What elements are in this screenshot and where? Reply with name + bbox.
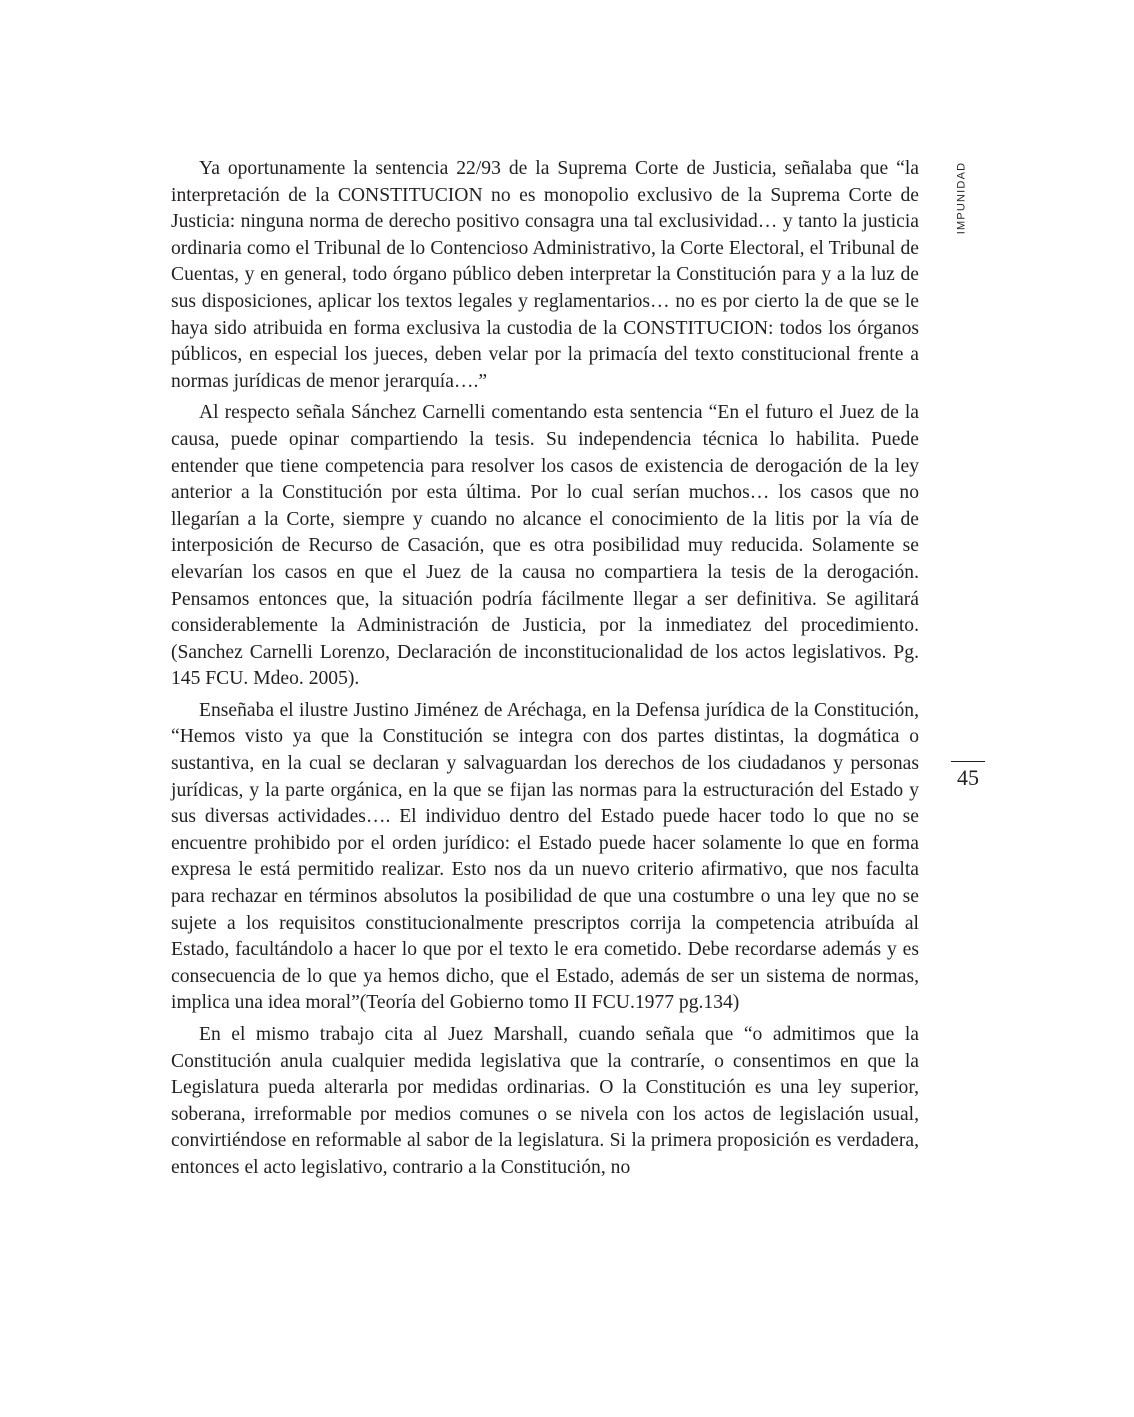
running-head bbox=[948, 158, 974, 238]
page-number: 45 bbox=[957, 765, 979, 790]
page-number-rule bbox=[951, 761, 985, 762]
paragraph-3: Enseñaba el ilustre Justino Jiménez de Aréchaga, en la Defensa jurídica de la Constitución, “Hemos visto ya que la Constitución se integra con dos partes distintas, la dogmática o sustantiva, en la cual se declaran y salvaguardan los derechos de los ciudadanos y personas jurídicas, y la parte orgánica, en la que se fijan las normas para la estructuración del Estado y sus diversas actividades…. El individuo dentro del Estado puede hacer todo lo que no se encuentre prohibido por el orden jurídico: el Estado puede hacer solamente lo que en forma expresa le está permitido realizar. Esto nos da un nuevo criterio afirmativo, que nos faculta para rechazar en términos absolutos la posibilidad de que una costumbre o una ley que no se sujete a los requisitos constitucionalmente prescriptos corrija la competencia atribuída al Estado, facultándolo a hacer lo que por el texto le era cometido. Debe recordarse además y es consecuencia de lo que ya hemos dicho, que el Estado, además de ser un sistema de normas, implica una idea moral”(Teoría del Gobierno tomo II FCU.1977 pg.134) bbox=[171, 699, 919, 1014]
paragraph-2: Al respecto señala Sánchez Carnelli comentando esta sentencia “En el futuro el Juez de la causa, puede opinar compartiendo la tesis. Su independencia técnica lo habilita. Puede entender que tiene competencia para resolver los casos de existencia de derogación de la ley anterior a la Constitución por esta última. Por lo cual serían muchos… los casos que no llegarían a la Corte, siempre y cuando no alcance el conocimiento de la litis por la vía de interposición de Recurso de Casación, que es otra posibilidad muy reducida. Solamente se elevarían los casos en que el Juez de la causa no compartiera la tesis de la derogación. Pensamos entonces que, la situación podría fácilmente llegar a ser definitiva. Se agilitará considerablemente la Administración de Justicia, por la inmediatez del procedimiento.(Sanchez Carnelli Lorenzo, Declaración de inconstitucionalidad de los actos legislativos. Pg. 145 FCU. Mdeo. 2005). bbox=[171, 402, 919, 690]
paragraph-1: Ya oportunamente la sentencia 22/93 de la Suprema Corte de Justicia, señalaba que “la interpretación de la CONSTITUCION no es monopolio exclusivo de la Suprema Corte de Justicia: ninguna norma de derecho positivo consagra una tal exclusividad… y tanto la justicia ordinaria como el Tribunal de lo Contencioso Administrativo, la Corte Electoral, el Tribunal de Cuentas, y en general, todo órgano público deben interpretar la Constitución para y a la luz de sus disposiciones, aplicar los textos legales y reglamentarios… no es por cierto la de que se le haya sido atribuida en forma exclusiva la custodia de la CONSTITUCION: todos los órganos públicos, en especial los jueces, deben velar por la primacía del texto constitucional frente a normas jurídicas de menor jerarquía….” bbox=[171, 158, 919, 392]
running-head-label: IMPUNIDAD bbox=[955, 161, 967, 235]
paragraph-4: En el mismo trabajo cita al Juez Marshall, cuando señala que “o admitimos que la Constitución anula cualquier medida legislativa que la contraríe, o consentimos en que la Legislatura pueda alterarla por medidas ordinarias. O la Constitución es una ley superior, soberana, irreformable por medios comunes o se nivela con los actos de legislación usual, convirtiéndose en reformable al sabor de la legislatura. Si la primera proposición es verdadera, entonces el acto legislativo, contrario a la Constitución, no bbox=[171, 1024, 919, 1178]
body-text bbox=[171, 156, 919, 1187]
